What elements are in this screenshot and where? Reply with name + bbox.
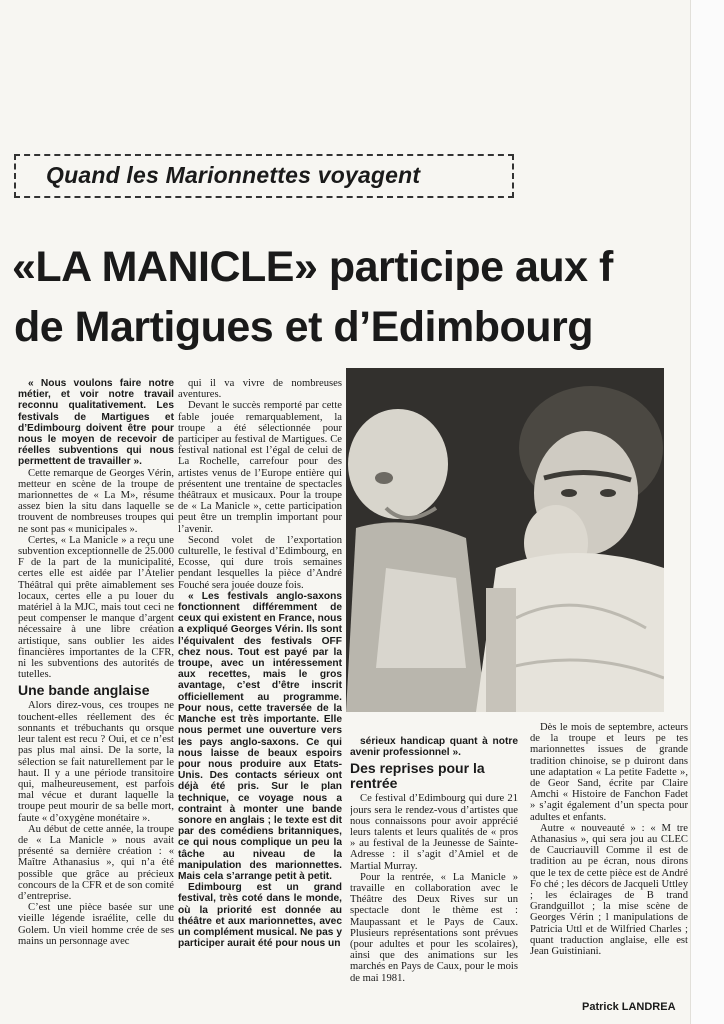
article-column-3 — [350, 736, 518, 1024]
headline-line-1: «LA MANICLE» participe aux f — [12, 243, 613, 291]
paragraph: Certes, « La Manicle » a reçu une subvention exceptionnelle de 25.000 F de la part de la municipalité, certes elle est aidée par l’Atelier Théâtral qui prête aimablement ses locaux, certes elle a pu louer du matériel à la MJC, mais tout ceci ne peut compenser le manque d’argent nécessaire à une libre création artistique, sans oublier les aides financières importantes de la CFR, ni les subventions des autorités de tutelles. — [18, 534, 174, 681]
paragraph: « Les festivals anglo-saxons fonctionnent différemment de ceux qui existent en France, nous a expliqué Georges Vérin. Ils sont l’équivalent des festivals OFF chez nous. Tout est payé par la troupe, avec un intéressement aux recettes, mais le gros avantage, c’est d’être inscrit officiellement au programme. Pour nous, cette traversée de la Manche est très importante. Elle nous permet une ouverture vers les pays anglo-saxons. Ce qui nous laisse de beaux espoirs pour nous produire aux Etats-Unis. Des contacts sérieux ont déjà été pris. Sur le plan technique, ce voyage nous a contraint à monter une bande sonore en anglais ; le texte est dit par des comédiens britanniques, ce qui nous complique un peu la tâche au niveau de la manipulation des marionnettes. Mais cela s’arrange petit à petit. — [178, 590, 342, 882]
section-subheading: Des reprises pour la rentrée — [350, 760, 485, 792]
kicker-text: Quand les Marionnettes voyagent — [46, 162, 421, 188]
paragraph: « Nous voulons faire notre métier, et voir notre travail reconnu qualitativement. Les festivals de Martigues et d’Edimbourg doivent être pour nous le moyen de recevoir de réelles subventions qui nous permettent de travailler ». — [18, 378, 174, 468]
paragraph: Alors direz-vous, ces troupes ne touchent-elles réellement des éc sonnants et trébuchants qu orsque leur talent est recu ? Oui, et ce n’est pas plus mal ainsi. De la sorte, la sélection se fait naturellement par le haut. Il y a une période transitoire qui, malheureusement, est parfois mal vécue et durant laquelle la troupe peut mourir de sa belle mort, faute « d’oxygène monétaire ». — [18, 700, 174, 824]
paragraph: Autre « nouveauté » : « M tre Athanasius », qui sera jou au CLEC de Caucriauvill Comme il est de tradition au pe écran, nous dirons que le tex de cette pièce est de André Fo ché ; les décors de Jacqueli Uttley ; les éclairages de B trand Grandguillot ; la mise scène de Georges Vérin ; l manipulations de Patricia Uttl et de Wilfried Charles ; quant traduction anglaise, elle est Jean Guistiniani. — [530, 822, 688, 958]
paragraph: Edimbourg est un grand festival, très coté dans le monde, où la priorité est donnée au théâtre et aux marionnettes, avec un complément musical. Ne pas y participer aurait été pour nous un — [178, 882, 342, 950]
paragraph: Second volet de l’exportation culturelle, le festival d’Edimbourg, en Ecosse, qui dure trois semaines pendant lesquelles la pièce d’André Fouché sera jouée douze fois. — [178, 534, 342, 591]
paragraph: Pour la rentrée, « La Manicle » travaille en collaboration avec le Théâtre des Deux Rives sur un spectacle dont le thème est : Maupassant et le Pays de Caux. Plusieurs représentations sont prévues (pour adultes et pour les scolaires), ainsi que des animations sur les marchés en Pays de Caux, pour le mois de mai 1981. — [350, 871, 518, 984]
paragraph: sérieux handicap quant à notre avenir professionnel ». — [350, 736, 518, 759]
paragraph: C’est une pièce basée sur une vieille légende israélite, celle du Golem. Un vieil homme crée de ses mains un personnage avec — [18, 902, 174, 947]
section-subheading: Une bande anglaise — [18, 682, 150, 699]
article-column-4 — [530, 722, 688, 1024]
byline: Patrick LANDREA — [582, 1001, 676, 1013]
puppet-head — [348, 409, 448, 519]
paragraph: Au début de cette année, la troupe de « La Manicle » nous avait présenté sa dernière création : « Maître Athanasius », qui n’a été possible que grâce au précieux concours de la CFR et de son comité d’entreprise. — [18, 823, 174, 902]
page-margin — [690, 0, 724, 1024]
photo-puppeteer-with-puppet — [346, 368, 664, 712]
kicker-box — [14, 154, 514, 198]
paragraph: Devant le succès remporté par cette fable jouée remarquablement, la troupe a été sélectionnée pour participer au festival de Martigues. Ce festival national est l’égal de celui de La Rochelle, carrefour pour des artistes venus de l’Europe entière qui présentent une trentaine de spectacles théâtraux et musicaux. Pour la troupe de « La Manicle », cette participation peut être un tremplin important pour l’avenir. — [178, 400, 342, 535]
headline-line-2: de Martigues et d’Edimbourg — [14, 303, 593, 351]
paragraph: Ce festival d’Edimbourg qui dure 21 jours sera le rendez-vous d’artistes que nous connaissons pour avoir apprécié leurs talents et leurs qualités de « pros » au festival de la Jeunesse de Sainte-Adresse : il s’agit d’Amiel et de Martial Murray. — [350, 793, 518, 872]
paragraph: Cette remarque de Georges Vérin, metteur en scène de la troupe de marionnettes de « La M», résume assez bien la situ dans laquelle se trouvent de nombreuses troupes qui ne sont pas « municipales ». — [18, 467, 174, 535]
paragraph: qui il va vivre de nombreuses aventures. — [178, 378, 342, 401]
paragraph: Dès le mois de septembre, acteurs de la troupe et leurs pe tes marionnettes issues de grande tradition chinoise, se p duiront dans une adaptation « La petite Fadette », de Geor Sand, écrite par Claire Amchi « Histoire de Fanchon Fadet » s’agit également d’un specta pour adultes et enfants. — [530, 722, 688, 823]
article-column-1 — [18, 378, 174, 1024]
photo-illustration — [346, 368, 664, 712]
article-column-2 — [178, 378, 342, 1024]
